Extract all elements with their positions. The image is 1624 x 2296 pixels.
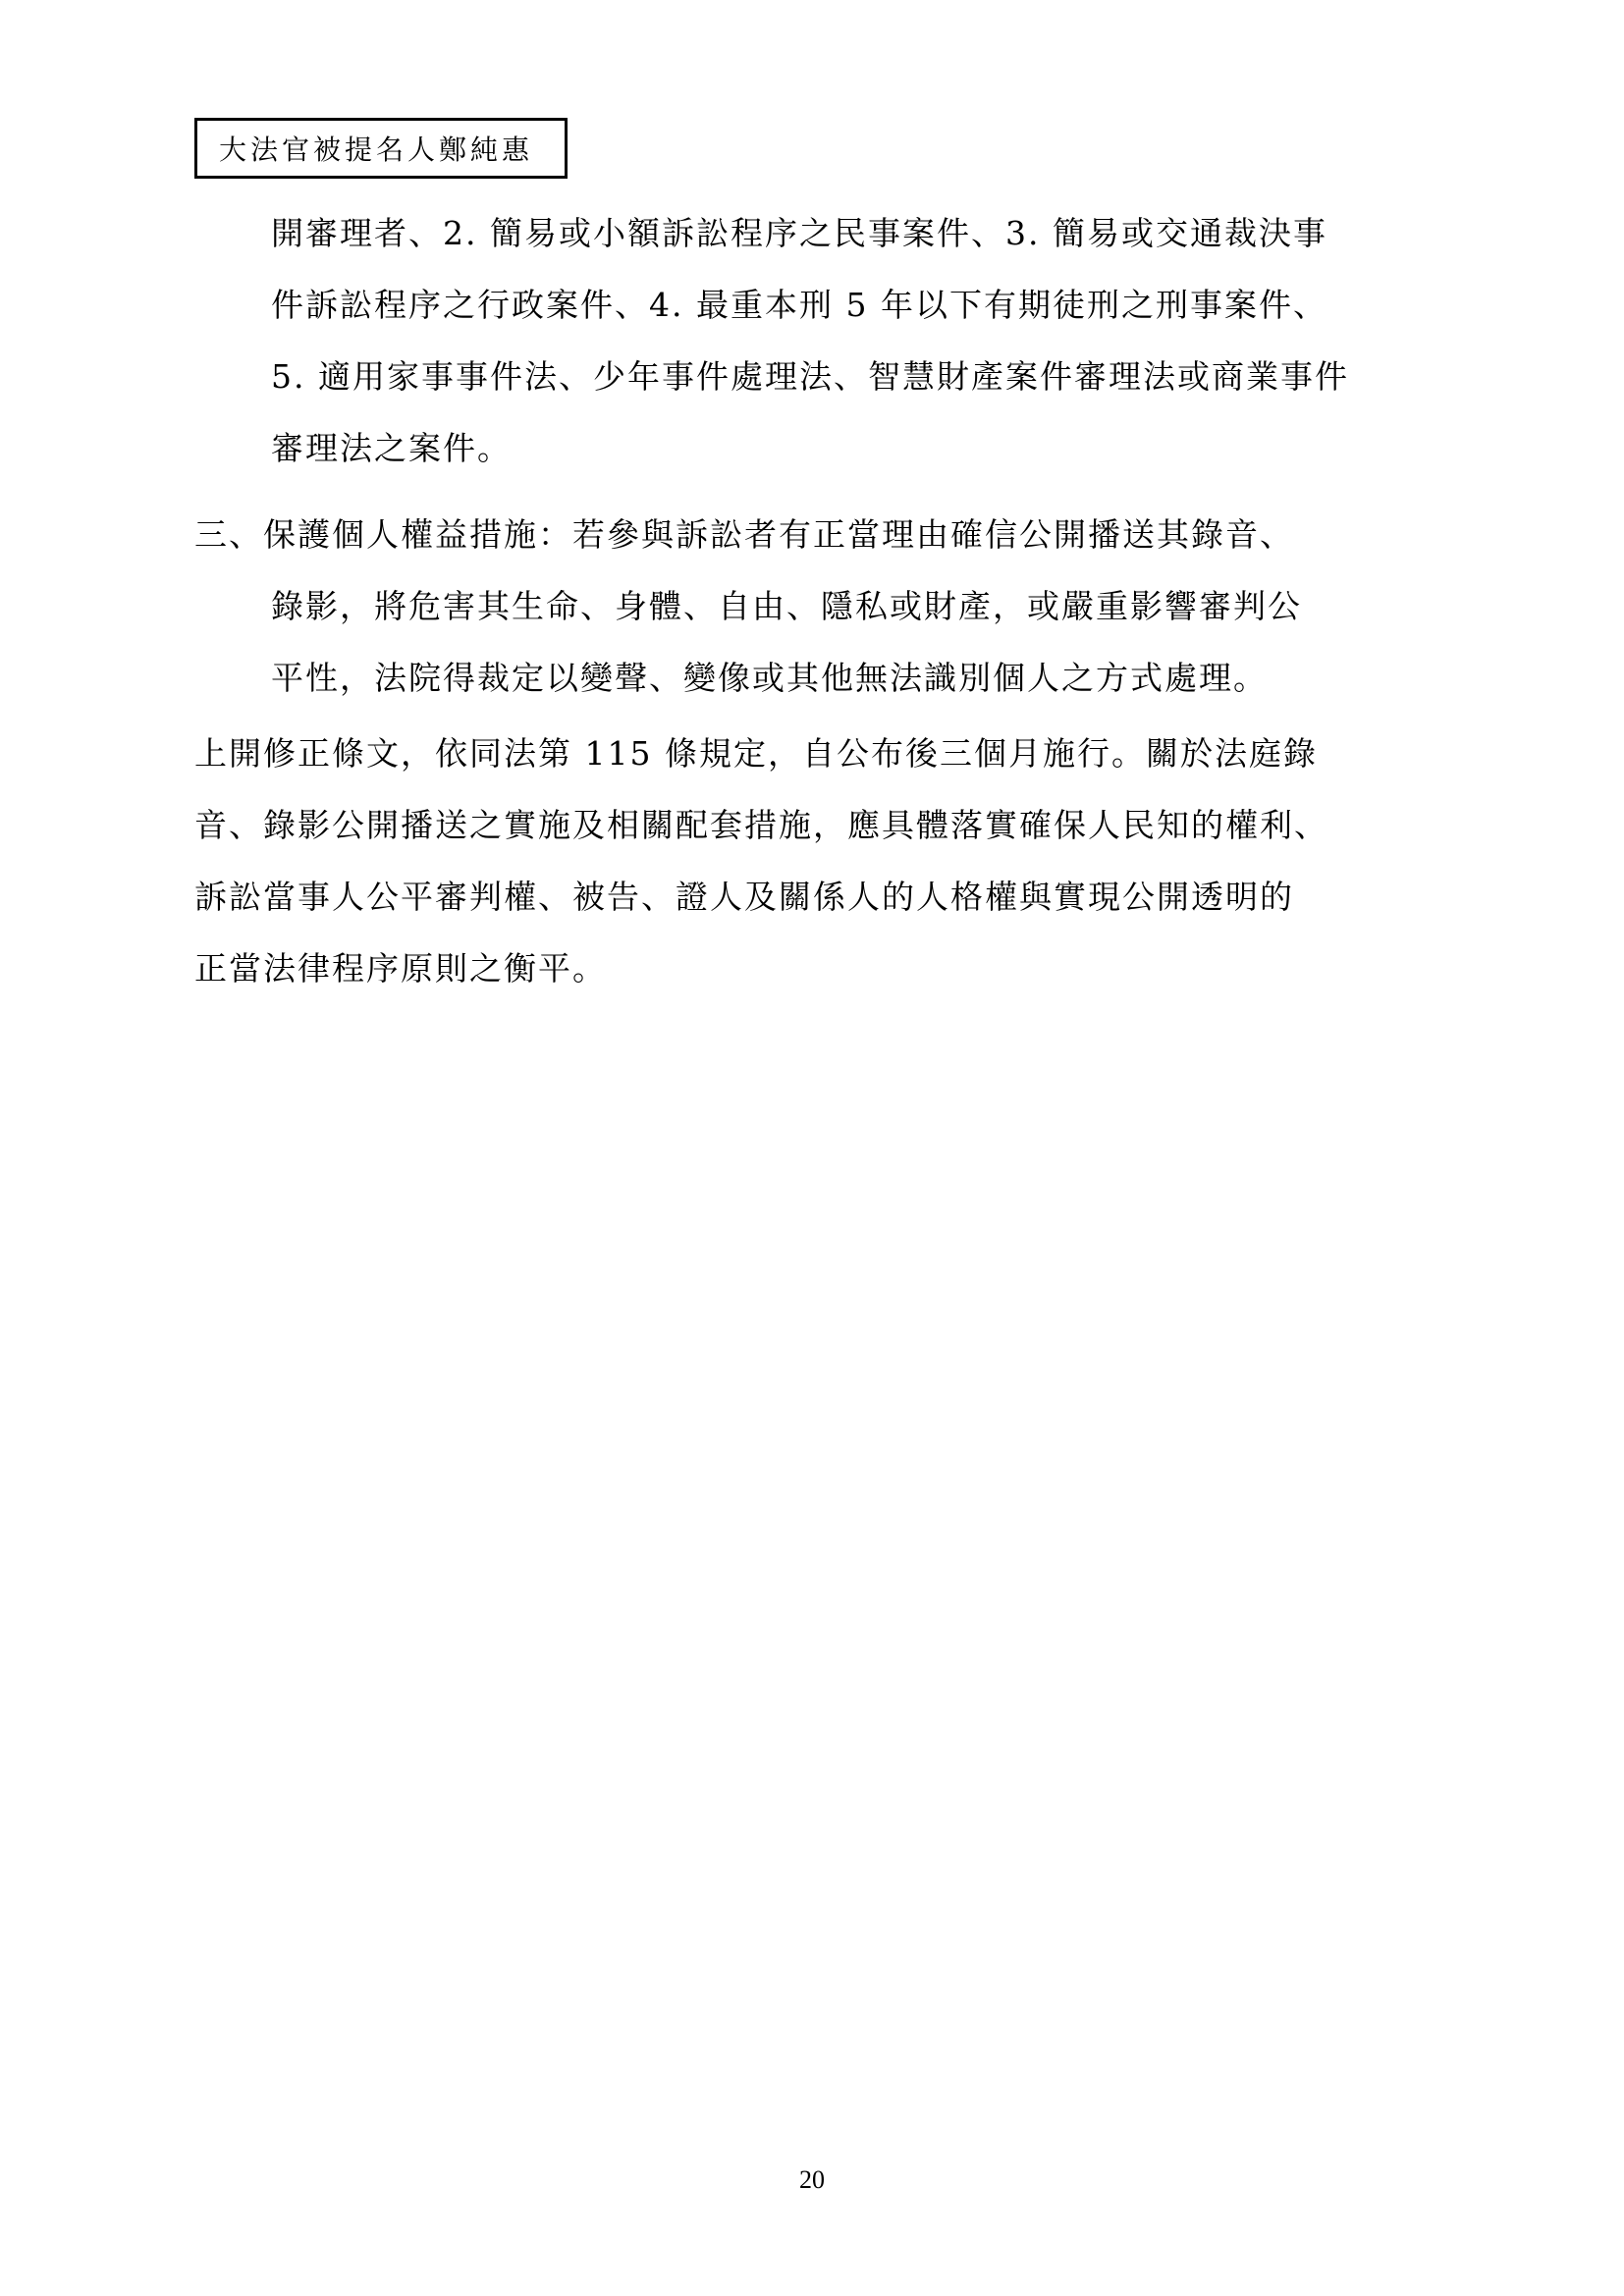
continued-item-line: 件訴訟程序之行政案件、4. 最重本刑 5 年以下有期徒刑之刑事案件、 xyxy=(271,286,1327,324)
item-three-line: 三、保護個人權益措施：若參與訴訟者有正當理由確信公開播送其錄音、 xyxy=(194,515,1294,554)
continued-item-line: 5. 適用家事事件法、少年事件處理法、智慧財產案件審理法或商業事件 xyxy=(271,357,1349,396)
continued-item-line: 審理法之案件。 xyxy=(271,429,512,467)
continued-item-line: 開審理者、2. 簡易或小額訴訟程序之民事案件、3. 簡易或交通裁決事 xyxy=(271,214,1327,252)
nominee-header-box xyxy=(194,118,568,179)
closing-paragraph-line: 正當法律程序原則之衡平。 xyxy=(194,949,607,988)
item-three-line: 錄影，將危害其生命、身體、自由、隱私或財產，或嚴重影響審判公 xyxy=(271,587,1302,625)
item-three-line: 平性，法院得裁定以變聲、變像或其他無法識別個人之方式處理。 xyxy=(271,659,1268,697)
page-number: 20 xyxy=(799,2165,825,2194)
nominee-header-label: 大法官被提名人鄭純惠 xyxy=(219,133,534,166)
closing-paragraph-line: 訴訟當事人公平審判權、被告、證人及關係人的人格權與實現公開透明的 xyxy=(194,878,1294,916)
closing-paragraph-line: 上開修正條文，依同法第 115 條規定，自公布後三個月施行。關於法庭錄 xyxy=(194,734,1318,773)
closing-paragraph-line: 音、錄影公開播送之實施及相關配套措施，應具體落實確保人民知的權利、 xyxy=(194,806,1328,844)
